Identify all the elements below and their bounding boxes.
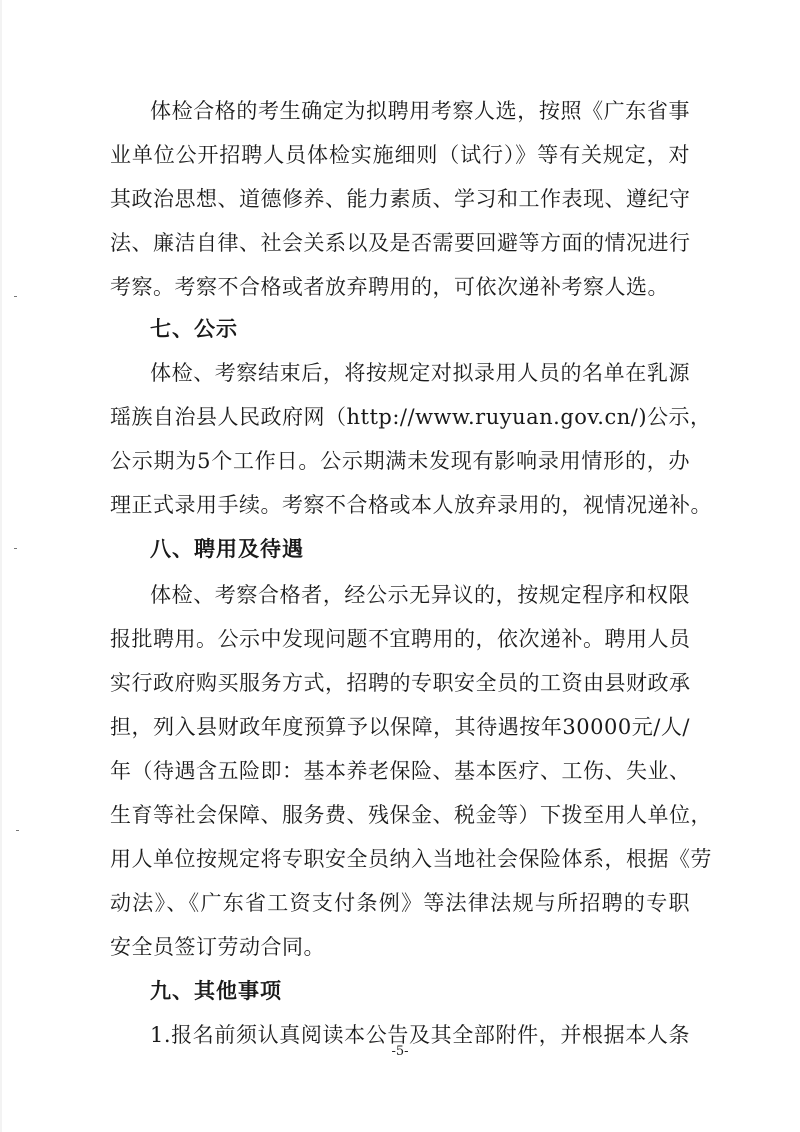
paragraph-line: 理正式录用手续。考察不合格或本人放弃录用的，视情况递补。 — [110, 493, 712, 518]
section-heading-other: 九、其他事项 — [150, 979, 282, 1003]
scan-speck — [14, 548, 17, 549]
paragraph-line: 瑶族自治县人民政府网（http://www.ruyuan.gov.cn/)公示， — [110, 405, 712, 430]
paragraph-line: 1.报名前须认真阅读本公告及其全部附件，并根据本人条 — [150, 1023, 690, 1047]
paragraph-line: 体检合格的考生确定为拟聘用考察人选，按照《广东省事 — [150, 99, 690, 123]
scan-speck — [14, 296, 17, 297]
paragraph-line: 担，列入县财政年度预算予以保障，其待遇按年30000元/人/ — [110, 715, 690, 739]
paragraph-line: 实行政府购买服务方式，招聘的专职安全员的工资由县财政承 — [110, 671, 691, 695]
paragraph-line: 业单位公开招聘人员体检实施细则（试行）》等有关规定，对 — [110, 143, 690, 167]
paragraph-line: 法、廉洁自律、社会关系以及是否需要回避等方面的情况进行 — [110, 231, 691, 255]
section-heading-publicity: 七、公示 — [150, 317, 238, 342]
paragraph-line: 动法》、《广东省工资支付条例》等法律法规与所招聘的专职 — [110, 891, 690, 915]
scan-edge — [0, 0, 2, 1132]
paragraph-line: 报批聘用。公示中发现问题不宜聘用的，依次递补。聘用人员 — [110, 627, 691, 651]
scan-speck — [16, 830, 19, 831]
page-number: -5- — [391, 1044, 409, 1059]
paragraph-line: 其政治思想、道德修养、能力素质、学习和工作表现、遵纪守 — [110, 187, 691, 211]
paragraph-line: 生育等社会保障、服务费、残保金、税金等）下拨至用人单位， — [110, 803, 712, 827]
paragraph-line: 体检、考察结束后，将按规定对拟录用人员的名单在乳源 — [150, 361, 690, 386]
paragraph-line: 考察。考察不合格或者放弃聘用的，可依次递补考察人选。 — [110, 275, 669, 299]
paragraph-line: 公示期为5个工作日。公示期满未发现有影响录用情形的，办 — [110, 449, 690, 474]
section-heading-employment: 八、聘用及待遇 — [150, 537, 304, 562]
paragraph-line: 年（待遇含五险即：基本养老保险、基本医疗、工伤、失业、 — [110, 759, 691, 783]
paragraph-line: 安全员签订劳动合同。 — [110, 935, 325, 959]
paragraph-line: 体检、考察合格者，经公示无异议的，按规定程序和权限 — [150, 583, 690, 607]
paragraph-line: 用人单位按规定将专职安全员纳入当地社会保险体系，根据《劳 — [110, 847, 712, 871]
